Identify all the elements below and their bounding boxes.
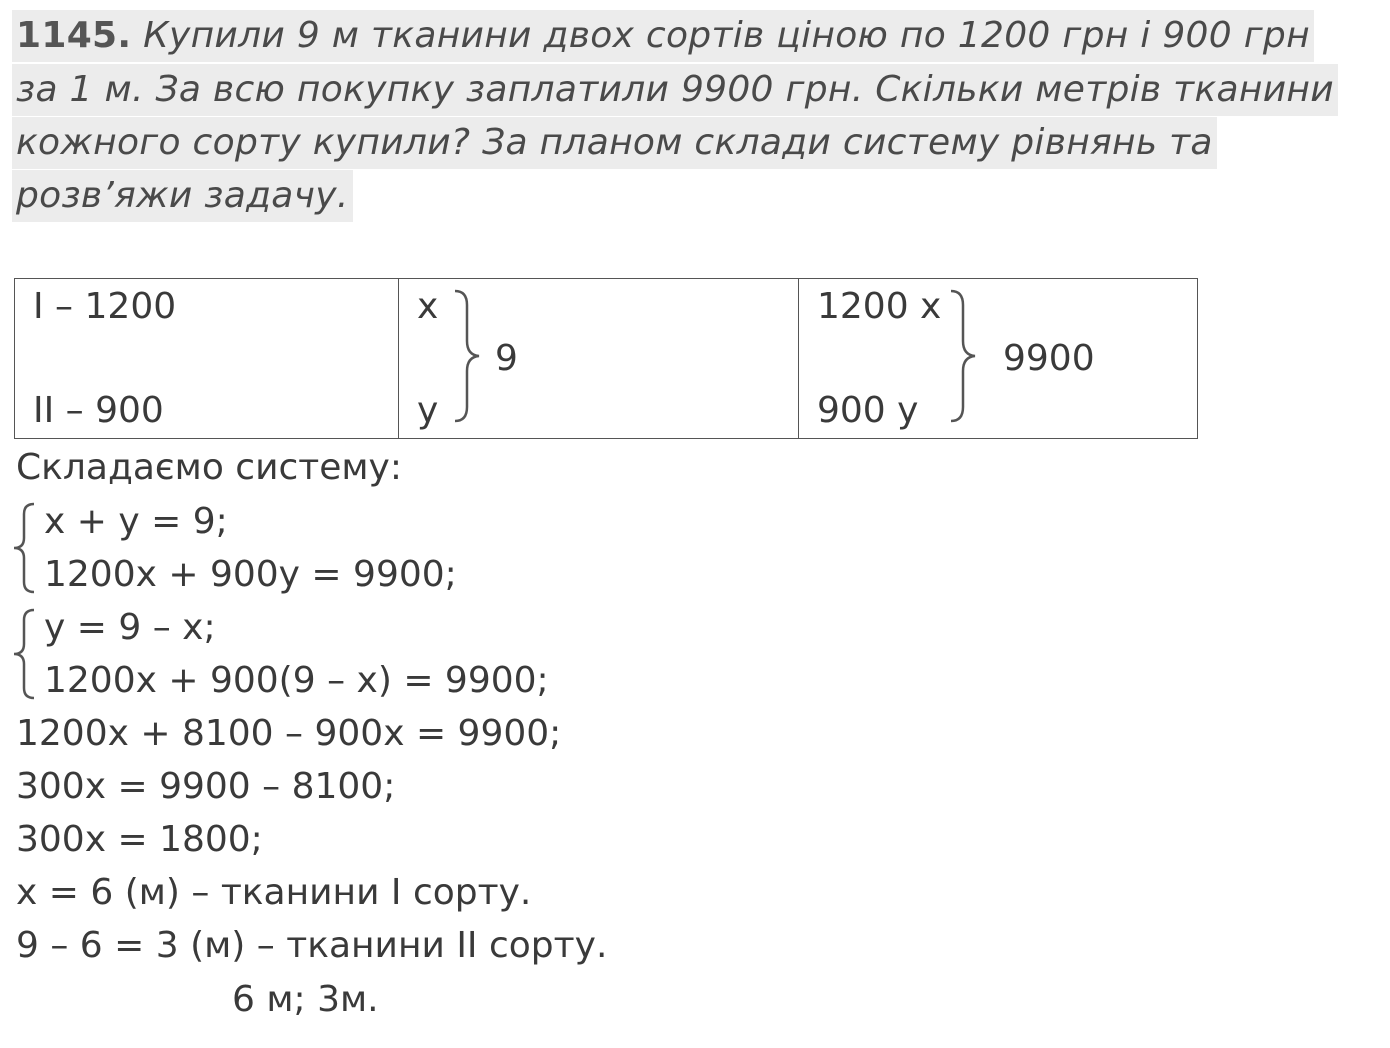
table-cell-sorts [15, 279, 399, 438]
solution-step-3: 300x = 1800; [16, 819, 263, 860]
system1-eq2: 1200x + 900y = 9900; [44, 554, 457, 595]
system2-eq1: y = 9 – x; [44, 607, 216, 648]
table-cell-meters [399, 279, 799, 438]
problem-line-1 [12, 10, 1314, 62]
problem-line-4: розв’яжи задачу. [12, 170, 353, 222]
sort-1-price: I – 1200 [33, 286, 177, 327]
problem-text-1: Купили 9 м тканини двох сортів ціною по 1200 грн і 900 грн [131, 15, 1310, 56]
cost-2: 900 y [817, 390, 919, 431]
system1-eq1: x + y = 9; [44, 501, 228, 542]
problem-line-2: за 1 м. За всю покупку заплатили 9900 грн. Скільки метрів тканини [12, 64, 1338, 116]
solution-step-5: 9 – 6 = 3 (м) – тканини II сорту. [16, 925, 608, 966]
plan-table [14, 278, 1198, 439]
curly-brace-icon [451, 289, 491, 424]
var-y: y [417, 390, 439, 431]
total-meters: 9 [495, 338, 518, 379]
problem-number: 1145. [16, 15, 132, 56]
cost-1: 1200 x [817, 286, 942, 327]
system-brace-icon [10, 502, 40, 594]
solution-step-2: 300x = 9900 – 8100; [16, 766, 396, 807]
system-brace-icon [10, 608, 40, 700]
sort-2-price: II – 900 [33, 390, 164, 431]
answer: 6 м; 3м. [232, 979, 379, 1020]
var-x: x [417, 286, 439, 327]
system2-eq2: 1200x + 900(9 – x) = 9900; [44, 660, 549, 701]
solution-step-1: 1200x + 8100 – 900x = 9900; [16, 713, 562, 754]
solution-step-4: x = 6 (м) – тканини I сорту. [16, 872, 532, 913]
solution-intro: Складаємо систему: [16, 447, 402, 488]
table-cell-costs [799, 279, 1199, 438]
curly-brace-icon [947, 289, 987, 424]
total-cost: 9900 [1003, 338, 1095, 379]
problem-line-3: кожного сорту купили? За планом склади систему рівнянь та [12, 117, 1217, 169]
